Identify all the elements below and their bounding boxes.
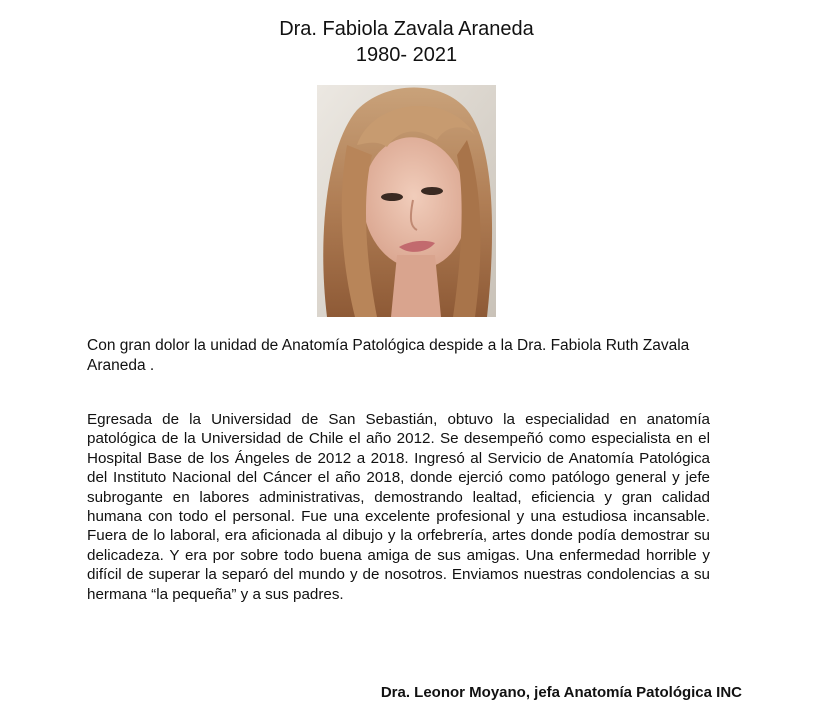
signature: Dra. Leonor Moyano, jefa Anatomía Patológica INC	[380, 684, 742, 701]
years-subtitle: 1980- 2021	[355, 44, 458, 66]
page-title: Dra. Fabiola Zavala Araneda	[279, 18, 534, 40]
header	[0, 16, 813, 68]
portrait-photo	[317, 85, 496, 317]
intro-paragraph: Con gran dolor la unidad de Anatomía Patológica despide a la Dra. Fabiola Ruth Zavala Araneda .	[87, 337, 690, 374]
biography-paragraph: Egresada de la Universidad de San Sebastián, obtuvo la especialidad en anatomía patológica de la Universidad de Chile el año 2012. Se desempeñó como especialista en el Hospital Base de los Ángeles de 2012 a 2018. Ingresó al Servicio de Anatomía Patológica del Instituto Nacional del Cáncer el año 2018, donde ejerció como patólogo general y jefe subrogante en labores administrativas, demostrando lealtad, eficiencia y gran calidad humana con todo el personal. Fue una excelente profesional y una estudiosa incansable. Fuera de lo laboral, era aficionada al dibujo y la orfebrería, artes donde podía demostrar su delicadeza. Y era por sobre todo buena amiga de sus amigas. Una enfermedad horrible y difícil de superar la separó del mundo y de nosotros. Enviamos nuestras condolencias a su hermana “la pequeña” y a sus padres.	[87, 411, 710, 603]
portrait-icon	[317, 85, 496, 317]
